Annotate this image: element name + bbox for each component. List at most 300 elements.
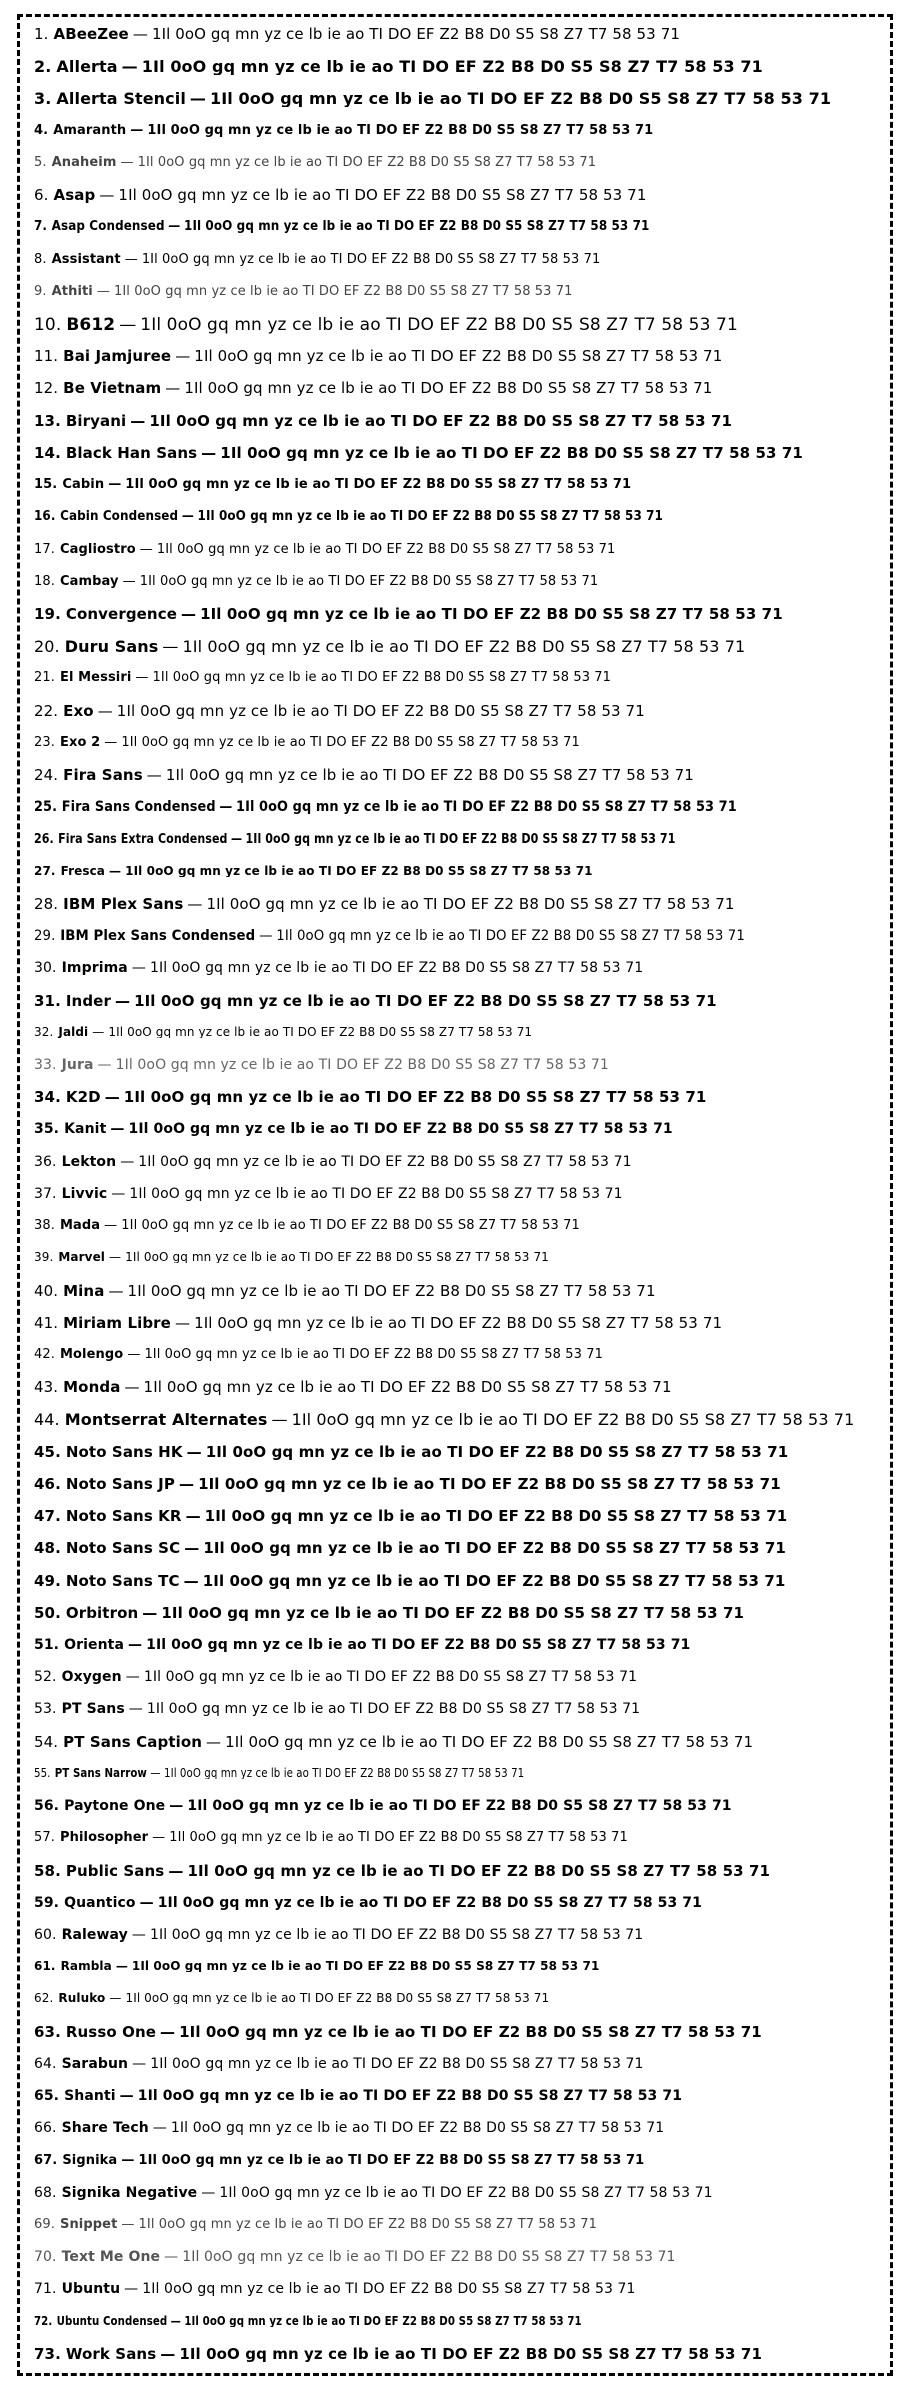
font-row bbox=[34, 961, 886, 975]
font-sample-text: 1Il 0oO gq mn yz ce lb ie ao TI DO EF Z2 B8 D0 S5 S8 Z7 T7 58 53 71 bbox=[179, 2024, 762, 2040]
font-row-separator: — bbox=[97, 1058, 112, 1073]
font-sample-text: 1Il 0oO gq mn yz ce lb ie ao TI DO EF Z2 B8 D0 S5 S8 Z7 T7 58 53 71 bbox=[200, 606, 783, 622]
font-sample-text: 1Il 0oO gq mn yz ce lb ie ao TI DO EF Z2 B8 D0 S5 S8 Z7 T7 58 53 71 bbox=[125, 1251, 549, 1264]
font-row bbox=[34, 1380, 886, 1395]
font-row-separator: — bbox=[162, 639, 179, 656]
font-row bbox=[34, 478, 886, 491]
font-sample-text: 1Il 0oO gq mn yz ce lb ie ao TI DO EF Z2 B8 D0 S5 S8 Z7 T7 58 53 71 bbox=[118, 188, 647, 204]
font-sample-text: 1Il 0oO gq mn yz ce lb ie ao TI DO EF Z2 B8 D0 S5 S8 Z7 T7 58 53 71 bbox=[128, 1122, 673, 1137]
font-row bbox=[34, 446, 886, 461]
font-name: PT Sans bbox=[61, 1702, 125, 1717]
font-row-separator: — bbox=[128, 1702, 143, 1717]
font-row-separator: — bbox=[131, 961, 146, 976]
font-sample-text: 1Il 0oO gq mn yz ce lb ie ao TI DO EF Z2 B8 D0 S5 S8 Z7 T7 58 53 71 bbox=[149, 961, 644, 976]
font-row-number: 5. bbox=[34, 155, 47, 169]
font-name: Text Me One bbox=[61, 2250, 161, 2265]
font-name: Snippet bbox=[59, 2217, 118, 2231]
font-sample-text: 1Il 0oO gq mn yz ce lb ie ao TI DO EF Z2 B8 D0 S5 S8 Z7 T7 58 53 71 bbox=[157, 1895, 702, 1910]
font-row bbox=[34, 510, 818, 523]
font-row-number: 34. bbox=[34, 1090, 61, 1106]
font-name: Share Tech bbox=[61, 2121, 149, 2136]
font-row-separator: — bbox=[152, 2121, 167, 2136]
font-sample-text: 1Il 0oO gq mn yz ce lb ie ao TI DO EF Z2 B8 D0 S5 S8 Z7 T7 58 53 71 bbox=[194, 1315, 723, 1331]
font-name: Allerta bbox=[56, 59, 118, 76]
font-row-number: 61. bbox=[34, 1960, 56, 1973]
font-row bbox=[34, 1348, 886, 1361]
font-row bbox=[34, 1090, 886, 1105]
font-name: Rambla bbox=[60, 1960, 112, 1973]
font-row bbox=[34, 285, 886, 298]
font-row-number: 36. bbox=[34, 1154, 57, 1169]
font-row-separator: — bbox=[201, 2185, 216, 2200]
font-row-separator: — bbox=[111, 1186, 126, 1201]
font-row bbox=[34, 1864, 886, 1879]
font-row-number: 62. bbox=[34, 1992, 54, 2005]
font-sample-text: 1Il 0oO gq mn yz ce lb ie ao TI DO EF Z2 B8 D0 S5 S8 Z7 T7 58 53 71 bbox=[225, 1734, 754, 1750]
font-name: Fira Sans bbox=[63, 768, 143, 784]
font-row-number: 10. bbox=[34, 316, 62, 334]
font-row-number: 63. bbox=[34, 2024, 61, 2040]
font-row bbox=[34, 1638, 886, 1652]
font-sample-text: 1Il 0oO gq mn yz ce lb ie ao TI DO EF Z2 B8 D0 S5 S8 Z7 T7 58 53 71 bbox=[150, 2056, 644, 2071]
font-row-separator: — bbox=[121, 2153, 135, 2167]
font-name: Orbitron bbox=[65, 1605, 139, 1621]
font-name: Assistant bbox=[51, 252, 121, 266]
font-row-separator: — bbox=[146, 768, 162, 784]
font-row-number: 7. bbox=[34, 220, 48, 234]
font-name: IBM Plex Sans bbox=[63, 896, 184, 912]
font-name: El Messiri bbox=[59, 671, 132, 685]
font-name: Black Han Sans bbox=[65, 445, 198, 461]
font-row-number: 71. bbox=[34, 2282, 57, 2297]
font-row-separator: — bbox=[132, 2056, 147, 2071]
font-name: B612 bbox=[66, 316, 116, 334]
font-sample-text: 1Il 0oO gq mn yz ce lb ie ao TI DO EF Z2 B8 D0 S5 S8 Z7 T7 58 53 71 bbox=[113, 284, 573, 298]
font-sample-text: 1Il 0oO gq mn yz ce lb ie ao TI DO EF Z2 B8 D0 S5 S8 Z7 T7 58 53 71 bbox=[141, 59, 763, 76]
font-sample-text: 1Il 0oO gq mn yz ce lb ie ao TI DO EF Z2 B8 D0 S5 S8 Z7 T7 58 53 71 bbox=[204, 1509, 788, 1525]
font-row-separator: — bbox=[97, 703, 113, 719]
font-row bbox=[34, 1155, 886, 1169]
font-row bbox=[34, 2347, 886, 2362]
font-row bbox=[34, 1026, 886, 1038]
font-row bbox=[34, 1187, 886, 1201]
font-row bbox=[34, 704, 886, 719]
font-sample-text: 1Il 0oO gq mn yz ce lb ie ao TI DO EF Z2 B8 D0 S5 S8 Z7 T7 58 53 71 bbox=[121, 735, 580, 749]
font-name: Amaranth bbox=[53, 123, 127, 137]
font-name: Montserrat Alternates bbox=[64, 1412, 268, 1429]
font-row bbox=[34, 2218, 886, 2231]
font-row-separator: — bbox=[170, 2314, 181, 2327]
font-row-number: 55. bbox=[34, 1766, 51, 1779]
font-row-separator: — bbox=[160, 2346, 176, 2362]
font-name: Duru Sans bbox=[64, 639, 159, 656]
font-name: Jaldi bbox=[58, 1025, 89, 1038]
font-row-separator: — bbox=[131, 1927, 146, 1942]
font-row bbox=[34, 156, 886, 169]
font-row-number: 56. bbox=[34, 1799, 60, 1814]
font-row-number: 48. bbox=[34, 1541, 61, 1557]
font-row-separator: — bbox=[124, 252, 138, 266]
font-row-number: 4. bbox=[34, 123, 49, 137]
font-name: Asap bbox=[53, 188, 96, 204]
font-row-separator: — bbox=[130, 123, 144, 137]
font-name: Sarabun bbox=[61, 2056, 129, 2071]
font-row bbox=[34, 220, 818, 233]
font-name: Mada bbox=[59, 1219, 101, 1233]
font-row-number: 33. bbox=[34, 1058, 57, 1073]
font-row-separator: — bbox=[206, 1734, 222, 1750]
font-row bbox=[34, 800, 818, 814]
font-row-separator: — bbox=[169, 1799, 184, 1814]
font-row-number: 23. bbox=[34, 735, 55, 749]
font-row-separator: — bbox=[109, 1992, 122, 2005]
font-sample-text: 1Il 0oO gq mn yz ce lb ie ao TI DO EF Z2 B8 D0 S5 S8 Z7 T7 58 53 71 bbox=[206, 896, 735, 912]
font-name: Miriam Libre bbox=[63, 1315, 171, 1331]
font-row-number: 50. bbox=[34, 1605, 61, 1621]
font-sample-text: 1Il 0oO gq mn yz ce lb ie ao TI DO EF Z2 B8 D0 S5 S8 Z7 T7 58 53 71 bbox=[161, 1605, 745, 1621]
font-row-separator: — bbox=[120, 155, 134, 169]
font-row-separator: — bbox=[139, 542, 153, 556]
font-row-number: 39. bbox=[34, 1251, 54, 1264]
font-row-number: 26. bbox=[34, 832, 54, 846]
font-sample-text: 1Il 0oO gq mn yz ce lb ie ao TI DO EF Z2 B8 D0 S5 S8 Z7 T7 58 53 71 bbox=[156, 542, 616, 556]
font-sample-text: 1Il 0oO gq mn yz ce lb ie ao TI DO EF Z2 B8 D0 S5 S8 Z7 T7 58 53 71 bbox=[187, 1863, 771, 1879]
font-row-separator: — bbox=[185, 1509, 201, 1525]
font-row-number: 19. bbox=[34, 606, 61, 622]
font-sample-text: 1Il 0oO gq mn yz ce lb ie ao TI DO EF Z2 B8 D0 S5 S8 Z7 T7 58 53 71 bbox=[179, 2346, 762, 2362]
font-name: ABeeZee bbox=[53, 27, 129, 42]
font-row-number: 70. bbox=[34, 2250, 57, 2265]
font-sample-text: 1Il 0oO gq mn yz ce lb ie ao TI DO EF Z2 B8 D0 S5 S8 Z7 T7 58 53 71 bbox=[137, 155, 597, 169]
font-name: Ubuntu bbox=[61, 2282, 121, 2297]
font-row bbox=[34, 2057, 886, 2071]
font-sample-text: 1Il 0oO gq mn yz ce lb ie ao TI DO EF Z2 B8 D0 S5 S8 Z7 T7 58 53 71 bbox=[125, 478, 632, 492]
font-row bbox=[34, 1445, 886, 1460]
font-row-separator: — bbox=[178, 1476, 195, 1492]
font-row-number: 37. bbox=[34, 1186, 57, 1201]
font-row-separator: — bbox=[114, 993, 131, 1009]
font-sample-text: 1Il 0oO gq mn yz ce lb ie ao TI DO EF Z2 B8 D0 S5 S8 Z7 T7 58 53 71 bbox=[236, 800, 737, 815]
font-sample-text: 1Il 0oO gq mn yz ce lb ie ao TI DO EF Z2 B8 D0 S5 S8 Z7 T7 58 53 71 bbox=[170, 2121, 665, 2136]
font-row-number: 41. bbox=[34, 1315, 59, 1331]
font-sample-text: 1Il 0oO gq mn yz ce lb ie ao TI DO EF Z2 B8 D0 S5 S8 Z7 T7 58 53 71 bbox=[143, 1670, 638, 1685]
font-row bbox=[34, 607, 886, 622]
font-row-separator: — bbox=[96, 284, 110, 298]
font-row bbox=[34, 1606, 886, 1621]
font-row-separator: — bbox=[259, 929, 273, 944]
font-row bbox=[34, 994, 886, 1009]
font-sample-text: 1Il 0oO gq mn yz ce lb ie ao TI DO EF Z2 B8 D0 S5 S8 Z7 T7 58 53 71 bbox=[219, 2185, 713, 2200]
font-name: Noto Sans HK bbox=[65, 1444, 183, 1460]
font-name: Signika Negative bbox=[61, 2185, 198, 2200]
font-row bbox=[34, 1896, 886, 1910]
font-row bbox=[34, 1251, 886, 1263]
font-row-number: 32. bbox=[34, 1025, 54, 1038]
font-sample-text: 1Il 0oO gq mn yz ce lb ie ao TI DO EF Z2 B8 D0 S5 S8 Z7 T7 58 53 71 bbox=[291, 1412, 855, 1429]
font-name: Fira Sans Extra Condensed bbox=[58, 832, 228, 846]
font-row bbox=[34, 897, 886, 912]
font-sample-text: 1Il 0oO gq mn yz ce lb ie ao TI DO EF Z2 B8 D0 S5 S8 Z7 T7 58 53 71 bbox=[150, 1927, 644, 1942]
font-name: IBM Plex Sans Condensed bbox=[60, 929, 256, 944]
font-row-number: 51. bbox=[34, 1638, 60, 1652]
font-row-separator: — bbox=[160, 2024, 176, 2040]
font-sample-text: 1Il 0oO gq mn yz ce lb ie ao TI DO EF Z2 B8 D0 S5 S8 Z7 T7 58 53 71 bbox=[143, 1380, 672, 1396]
font-name: Marvel bbox=[58, 1251, 106, 1264]
font-name: Cagliostro bbox=[59, 542, 136, 556]
font-row bbox=[34, 2154, 886, 2167]
font-name: Convergence bbox=[65, 606, 177, 622]
font-row bbox=[34, 865, 886, 877]
font-row-number: 67. bbox=[34, 2153, 58, 2167]
font-row-number: 47. bbox=[34, 1509, 61, 1525]
font-name: Noto Sans TC bbox=[65, 1573, 180, 1589]
font-sample-text: 1Il 0oO gq mn yz ce lb ie ao TI DO EF Z2 B8 D0 S5 S8 Z7 T7 58 53 71 bbox=[127, 1283, 656, 1299]
font-row bbox=[34, 543, 886, 556]
font-row-number: 6. bbox=[34, 188, 49, 204]
font-name: Orienta bbox=[64, 1638, 125, 1652]
font-name: Livvic bbox=[61, 1186, 108, 1201]
font-row bbox=[34, 1477, 886, 1492]
font-name: Exo bbox=[63, 703, 94, 719]
font-sample-text: 1Il 0oO gq mn yz ce lb ie ao TI DO EF Z2 B8 D0 S5 S8 Z7 T7 58 53 71 bbox=[169, 1831, 628, 1845]
font-row-number: 15. bbox=[34, 478, 58, 492]
font-sample-text: 1Il 0oO gq mn yz ce lb ie ao TI DO EF Z2 B8 D0 S5 S8 Z7 T7 58 53 71 bbox=[197, 510, 663, 524]
font-row bbox=[34, 768, 886, 783]
font-row-separator: — bbox=[183, 1573, 199, 1589]
font-sample-text: 1Il 0oO gq mn yz ce lb ie ao TI DO EF Z2 B8 D0 S5 S8 Z7 T7 58 53 71 bbox=[184, 381, 713, 397]
font-sample-text: 1Il 0oO gq mn yz ce lb ie ao TI DO EF Z2 B8 D0 S5 S8 Z7 T7 58 53 71 bbox=[140, 316, 738, 334]
font-sample-text: 1Il 0oO gq mn yz ce lb ie ao TI DO EF Z2 B8 D0 S5 S8 Z7 T7 58 53 71 bbox=[198, 1476, 781, 1492]
font-row-separator: — bbox=[152, 1831, 166, 1845]
font-row-separator: — bbox=[186, 1444, 202, 1460]
font-row bbox=[34, 27, 886, 42]
font-name: Asap Condensed bbox=[51, 220, 165, 234]
font-name: Exo 2 bbox=[59, 735, 101, 749]
font-row-separator: — bbox=[125, 1670, 140, 1685]
font-row-number: 44. bbox=[34, 1412, 60, 1429]
font-row-separator: — bbox=[104, 1090, 120, 1106]
font-row-number: 30. bbox=[34, 961, 57, 976]
font-row-number: 16. bbox=[34, 510, 56, 524]
font-row bbox=[34, 1960, 886, 1972]
font-row-number: 64. bbox=[34, 2056, 57, 2071]
font-name: Signika bbox=[62, 2153, 118, 2167]
font-row-separator: — bbox=[104, 1219, 118, 1233]
font-name: Ubuntu Condensed bbox=[56, 2314, 168, 2327]
font-row-separator: — bbox=[180, 606, 197, 622]
font-name: Monda bbox=[63, 1380, 121, 1396]
font-row bbox=[34, 1219, 886, 1232]
font-sample-text: 1Il 0oO gq mn yz ce lb ie ao TI DO EF Z2 B8 D0 S5 S8 Z7 T7 58 53 71 bbox=[184, 220, 650, 234]
font-row-number: 38. bbox=[34, 1219, 55, 1233]
font-row-number: 2. bbox=[34, 59, 52, 76]
font-row-separator: — bbox=[122, 574, 136, 588]
font-row bbox=[34, 1058, 886, 1072]
font-row-separator: — bbox=[135, 671, 149, 685]
font-row-separator: — bbox=[92, 1025, 105, 1038]
font-row bbox=[34, 1412, 886, 1428]
font-row bbox=[34, 1702, 886, 1716]
font-row-number: 66. bbox=[34, 2121, 57, 2136]
font-sample-text: 1Il 0oO gq mn yz ce lb ie ao TI DO EF Z2 B8 D0 S5 S8 Z7 T7 58 53 71 bbox=[147, 123, 654, 137]
font-sample-text: 1Il 0oO gq mn yz ce lb ie ao TI DO EF Z2 B8 D0 S5 S8 Z7 T7 58 53 71 bbox=[134, 993, 717, 1009]
font-row bbox=[34, 59, 886, 75]
font-row-number: 8. bbox=[34, 252, 47, 266]
font-row-separator: — bbox=[150, 1766, 161, 1779]
font-row-separator: — bbox=[132, 27, 148, 42]
font-sample-text: 1Il 0oO gq mn yz ce lb ie ao TI DO EF Z2 B8 D0 S5 S8 Z7 T7 58 53 71 bbox=[115, 1058, 609, 1073]
font-row bbox=[34, 1541, 886, 1556]
font-sample-text: 1Il 0oO gq mn yz ce lb ie ao TI DO EF Z2 B8 D0 S5 S8 Z7 T7 58 53 71 bbox=[139, 574, 599, 588]
font-row bbox=[34, 2315, 758, 2327]
font-row-separator: — bbox=[174, 1315, 191, 1331]
font-row-number: 18. bbox=[34, 574, 55, 588]
font-sample-text: 1Il 0oO gq mn yz ce lb ie ao TI DO EF Z2 B8 D0 S5 S8 Z7 T7 58 53 71 bbox=[210, 91, 832, 108]
font-row-number: 25. bbox=[34, 800, 58, 815]
font-row-separator: — bbox=[109, 1251, 122, 1264]
font-row-number: 45. bbox=[34, 1444, 61, 1460]
font-row-separator: — bbox=[189, 91, 207, 108]
font-sample-text: 1Il 0oO gq mn yz ce lb ie ao TI DO EF Z2 B8 D0 S5 S8 Z7 T7 58 53 71 bbox=[137, 2089, 683, 2104]
font-row bbox=[34, 2250, 886, 2264]
font-row-number: 43. bbox=[34, 1380, 59, 1396]
font-name: PT Sans Narrow bbox=[54, 1766, 147, 1779]
font-row-number: 3. bbox=[34, 91, 52, 108]
font-row-number: 29. bbox=[34, 929, 56, 944]
font-row bbox=[34, 833, 758, 846]
font-name: Ruluko bbox=[58, 1992, 106, 2005]
font-sample-text: 1Il 0oO gq mn yz ce lb ie ao TI DO EF Z2 B8 D0 S5 S8 Z7 T7 58 53 71 bbox=[146, 1702, 641, 1717]
font-row-separator: — bbox=[109, 864, 122, 877]
font-row-separator: — bbox=[164, 2250, 179, 2265]
font-sample-text: 1Il 0oO gq mn yz ce lb ie ao TI DO EF Z2 B8 D0 S5 S8 Z7 T7 58 53 71 bbox=[182, 639, 746, 656]
font-row-number: 35. bbox=[34, 1122, 60, 1137]
font-row-number: 53. bbox=[34, 1702, 57, 1717]
font-sample-text: 1Il 0oO gq mn yz ce lb ie ao TI DO EF Z2 B8 D0 S5 S8 Z7 T7 58 53 71 bbox=[202, 1573, 786, 1589]
font-sample-text: 1Il 0oO gq mn yz ce lb ie ao TI DO EF Z2 B8 D0 S5 S8 Z7 T7 58 53 71 bbox=[245, 832, 676, 846]
font-row-separator: — bbox=[142, 1605, 158, 1621]
font-row-separator: — bbox=[130, 413, 146, 429]
font-name: Athiti bbox=[51, 284, 93, 298]
font-row-separator: — bbox=[230, 832, 243, 846]
font-row-number: 60. bbox=[34, 1927, 57, 1942]
font-row-number: 20. bbox=[34, 639, 60, 656]
font-row bbox=[34, 671, 886, 684]
font-row-number: 58. bbox=[34, 1863, 61, 1879]
font-row-number: 52. bbox=[34, 1670, 57, 1685]
font-row bbox=[34, 1992, 886, 2004]
font-row-separator: — bbox=[127, 1348, 141, 1362]
font-row bbox=[34, 736, 886, 749]
font-name: Public Sans bbox=[65, 1863, 165, 1879]
font-row-separator: — bbox=[110, 1122, 125, 1137]
font-row bbox=[34, 381, 886, 396]
font-row bbox=[34, 1509, 886, 1524]
font-row bbox=[34, 2282, 886, 2296]
font-name: Noto Sans KR bbox=[65, 1509, 182, 1525]
font-row bbox=[34, 929, 843, 943]
font-row-number: 27. bbox=[34, 864, 56, 877]
font-row bbox=[34, 1735, 886, 1750]
font-name: Shanti bbox=[64, 2089, 116, 2104]
font-name: Cabin Condensed bbox=[60, 510, 179, 524]
font-row bbox=[34, 1574, 886, 1589]
font-row-number: 1. bbox=[34, 27, 49, 42]
font-sample-text: 1Il 0oO gq mn yz ce lb ie ao TI DO EF Z2 B8 D0 S5 S8 Z7 T7 58 53 71 bbox=[184, 2314, 582, 2327]
font-name: Cabin bbox=[62, 478, 105, 492]
font-sample-text: 1Il 0oO gq mn yz ce lb ie ao TI DO EF Z2 B8 D0 S5 S8 Z7 T7 58 53 71 bbox=[144, 1348, 603, 1362]
font-sample-text: 1Il 0oO gq mn yz ce lb ie ao TI DO EF Z2 B8 D0 S5 S8 Z7 T7 58 53 71 bbox=[142, 2282, 636, 2297]
font-name: Fira Sans Condensed bbox=[61, 800, 216, 815]
font-row bbox=[34, 2186, 886, 2200]
font-name: Raleway bbox=[61, 1927, 128, 1942]
font-sample-text: 1Il 0oO gq mn yz ce lb ie ao TI DO EF Z2 B8 D0 S5 S8 Z7 T7 58 53 71 bbox=[108, 1025, 533, 1038]
font-row bbox=[34, 1316, 886, 1331]
font-row-number: 22. bbox=[34, 703, 59, 719]
font-sample-text: 1Il 0oO gq mn yz ce lb ie ao TI DO EF Z2 B8 D0 S5 S8 Z7 T7 58 53 71 bbox=[125, 864, 593, 877]
font-sample-text: 1Il 0oO gq mn yz ce lb ie ao TI DO EF Z2 B8 D0 S5 S8 Z7 T7 58 53 71 bbox=[203, 1541, 786, 1557]
font-name: Be Vietnam bbox=[63, 381, 162, 397]
font-row bbox=[34, 253, 886, 266]
font-row bbox=[34, 414, 886, 429]
font-row-separator: — bbox=[120, 1154, 135, 1169]
font-sample-text: 1Il 0oO gq mn yz ce lb ie ao TI DO EF Z2 B8 D0 S5 S8 Z7 T7 58 53 71 bbox=[116, 703, 645, 719]
font-row-separator: — bbox=[121, 59, 138, 76]
font-row bbox=[34, 1831, 886, 1844]
font-name: Anaheim bbox=[51, 155, 117, 169]
font-row-number: 24. bbox=[34, 768, 59, 784]
font-row-number: 69. bbox=[34, 2217, 55, 2231]
font-row-separator: — bbox=[119, 2089, 134, 2104]
font-name: Paytone One bbox=[64, 1799, 166, 1814]
font-row-separator: — bbox=[168, 1863, 184, 1879]
font-sample-text: 1Il 0oO gq mn yz ce lb ie ao TI DO EF Z2 B8 D0 S5 S8 Z7 T7 58 53 71 bbox=[138, 1154, 632, 1169]
font-row-separator: — bbox=[121, 2217, 135, 2231]
font-row-separator: — bbox=[168, 220, 181, 234]
font-sample-text: 1Il 0oO gq mn yz ce lb ie ao TI DO EF Z2 B8 D0 S5 S8 Z7 T7 58 53 71 bbox=[129, 1186, 623, 1201]
font-row-number: 21. bbox=[34, 671, 55, 685]
font-row bbox=[34, 2025, 886, 2040]
font-row-separator: — bbox=[271, 1412, 288, 1429]
font-row-number: 28. bbox=[34, 896, 59, 912]
font-row bbox=[34, 317, 886, 334]
font-row-separator: — bbox=[187, 896, 203, 912]
font-row-separator: — bbox=[108, 1283, 124, 1299]
font-row-number: 46. bbox=[34, 1476, 61, 1492]
font-sample-text: 1Il 0oO gq mn yz ce lb ie ao TI DO EF Z2 B8 D0 S5 S8 Z7 T7 58 53 71 bbox=[138, 2217, 598, 2231]
font-row-number: 49. bbox=[34, 1573, 61, 1589]
font-name: K2D bbox=[65, 1090, 101, 1106]
font-row-number: 12. bbox=[34, 381, 59, 397]
font-sample-text: 1Il 0oO gq mn yz ce lb ie ao TI DO EF Z2 B8 D0 S5 S8 Z7 T7 58 53 71 bbox=[125, 1992, 550, 2005]
font-row-number: 17. bbox=[34, 542, 55, 556]
font-sample-text: 1Il 0oO gq mn yz ce lb ie ao TI DO EF Z2 B8 D0 S5 S8 Z7 T7 58 53 71 bbox=[121, 1219, 580, 1233]
font-name: Fresca bbox=[60, 864, 106, 877]
font-row bbox=[34, 2089, 886, 2103]
font-row bbox=[34, 575, 886, 588]
font-row bbox=[34, 2121, 886, 2135]
font-sample-text: 1Il 0oO gq mn yz ce lb ie ao TI DO EF Z2 B8 D0 S5 S8 Z7 T7 58 53 71 bbox=[138, 2153, 645, 2167]
font-row bbox=[34, 639, 886, 655]
font-name: Imprima bbox=[61, 961, 128, 976]
font-row-separator: — bbox=[104, 735, 118, 749]
font-row bbox=[34, 1122, 886, 1136]
font-name: Kanit bbox=[64, 1122, 107, 1137]
font-row-number: 11. bbox=[34, 349, 59, 365]
font-name: Quantico bbox=[64, 1895, 136, 1910]
font-sample-text: 1Il 0oO gq mn yz ce lb ie ao TI DO EF Z2 B8 D0 S5 S8 Z7 T7 58 53 71 bbox=[151, 27, 680, 42]
font-sample-text: 1Il 0oO gq mn yz ce lb ie ao TI DO EF Z2 B8 D0 S5 S8 Z7 T7 58 53 71 bbox=[131, 1960, 600, 1973]
